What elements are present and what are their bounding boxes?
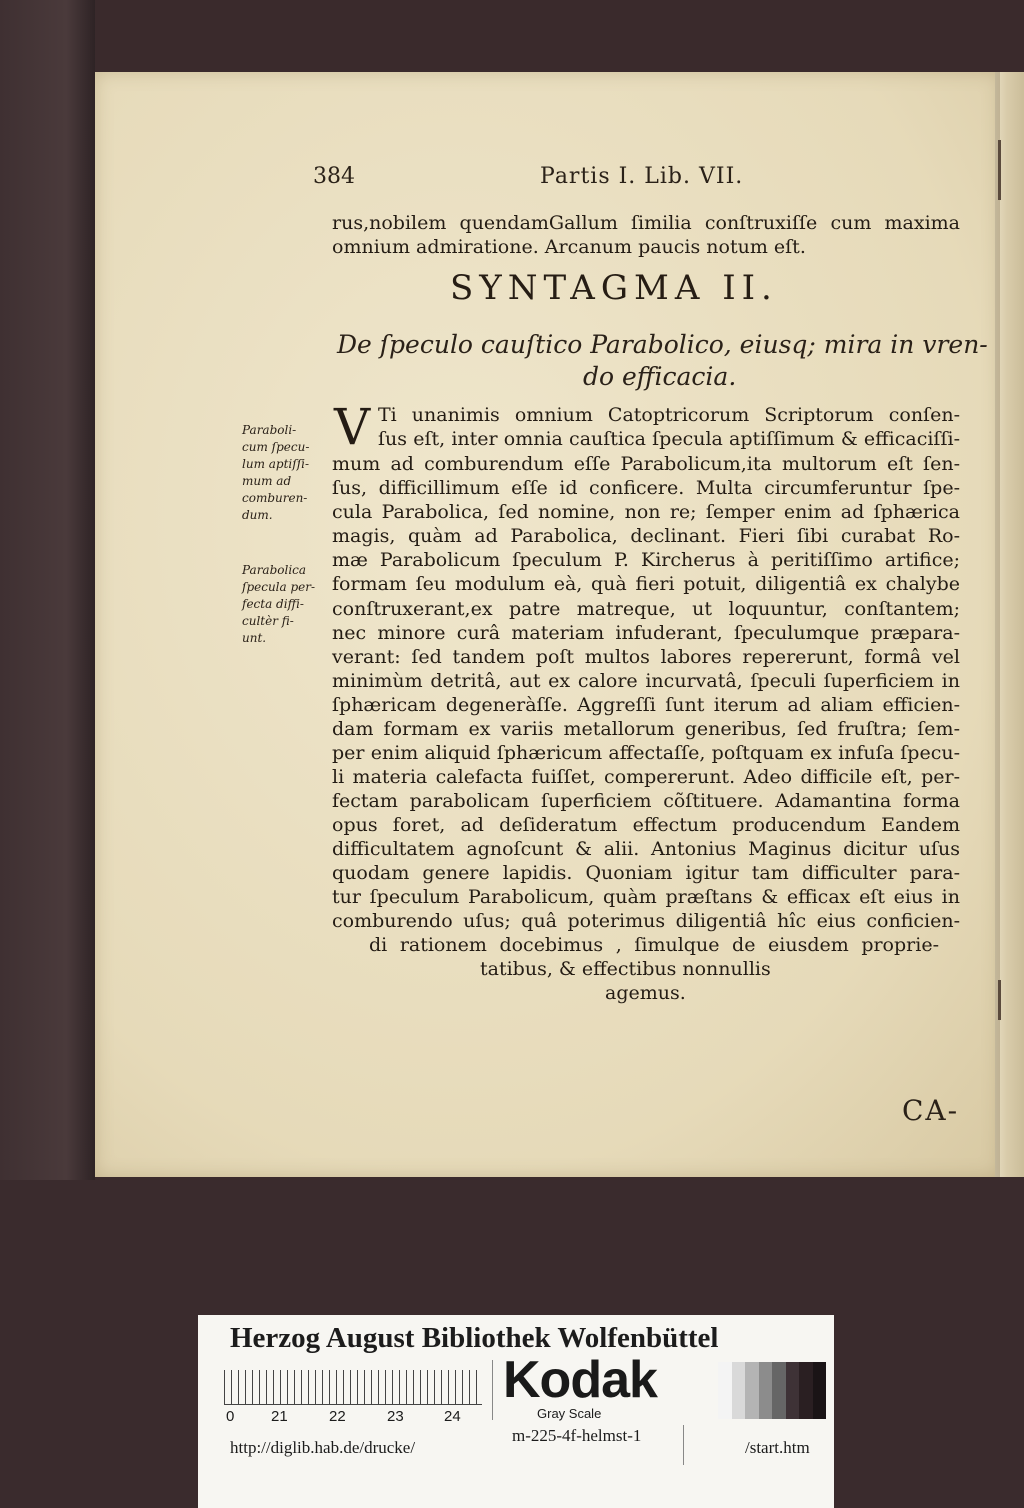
gray-patch <box>732 1362 746 1419</box>
running-head: Partis I. Lib. VII. <box>540 164 744 189</box>
label-divider <box>492 1360 493 1420</box>
text-line: ſphæricam degeneràſſe. Aggreſſi ſunt iterum ad aliam efficien- <box>332 694 960 716</box>
section-subheading: De ſpeculo cauſtico Parabolico, eiusq; mira in vren- <box>337 330 988 359</box>
gray-patch <box>799 1362 813 1419</box>
label-divider <box>683 1425 684 1465</box>
ruler-number: 0 <box>226 1408 235 1425</box>
section-subheading: do efficacia. <box>583 362 737 391</box>
gray-patch <box>813 1362 827 1419</box>
gray-patch <box>718 1362 732 1419</box>
text-line: opus foret, ad deſideratum effectum producendum Eandem <box>332 814 960 836</box>
text-line: di rationem docebimus , ſimulque de eiusdem proprie- <box>369 934 939 956</box>
text-line: li materia calefacta fuiſſet, compererunt. Adeo difficile eſt, per- <box>332 766 960 788</box>
text-line: mum ad comburendum eſſe Parabolicum,ita multorum eſt ſen- <box>332 453 960 475</box>
text-line: agemus. <box>605 982 686 1004</box>
text-line: fectam parabolicam ſuperficiem cõſtituere. Adamantina forma <box>332 790 960 812</box>
ruler-number: 21 <box>271 1408 288 1425</box>
text-line: per enim aliquid ſphæricum affectaſſe, poſtquam ex infuſa ſpecu- <box>332 742 960 764</box>
library-name: Herzog August Bibliothek Wolfenbüttel <box>230 1322 719 1354</box>
text-line: nec minore curâ materiam infuderant, ſpeculumque præpara- <box>332 622 960 644</box>
catchword: CA- <box>902 1094 960 1127</box>
text-line: cula Parabolica, ſed nomine, non re; ſemper enim ad ſphærica <box>332 501 960 523</box>
text-line: quodam genere lapidis. Quoniam igitur tam difficulter para- <box>332 862 960 884</box>
text-line: omnium admiratione. Arcanum paucis notum eſt. <box>332 236 806 258</box>
gray-patch <box>759 1362 773 1419</box>
gray-patch <box>786 1362 800 1419</box>
text-line: rus,nobilem quendamGallum ſimilia conſtruxiſſe cum maxima <box>332 212 960 234</box>
text-line: conſtruxerant,ex patre matreque, ut loquuntur, conſtantem; <box>332 598 960 620</box>
margin-note: Parabolica ſpecula per- fecta diffi- cultèr fi- unt. <box>242 563 316 645</box>
text-line: mæ Parabolicum ſpeculum P. Kircherus à peritiſſimo artifice; <box>332 549 960 571</box>
gray-patch <box>772 1362 786 1419</box>
text-line: tur ſpeculum Parabolicum, quàm præſtans & efficax eſt eius in <box>332 886 960 908</box>
text-line: difficultatem agnoſcunt & alii. Antonius Maginus dicitur uſus <box>332 838 960 860</box>
text-line: minimùm detritâ, aut ex calore incurvatâ, ſpeculi ſuperficiem in <box>332 670 960 692</box>
drop-cap: V <box>334 398 371 456</box>
ruler-number: 24 <box>444 1408 461 1425</box>
text-line: Ti unanimis omnium Catoptricorum Scriptorum conſen- <box>378 404 960 426</box>
fold-mark <box>998 980 1001 1020</box>
gray-scale-label: Gray Scale <box>537 1406 602 1421</box>
page-number: 384 <box>313 164 355 189</box>
margin-note: Paraboli- cum ſpecu- lum aptiſſi- mum ad comburen- dum. <box>242 423 310 522</box>
gray-patch <box>745 1362 759 1419</box>
text-line: verant: ſed tandem poſt multos labores repererunt, formâ vel <box>332 646 960 668</box>
text-line: comburendo uſus; quâ poterimus diligentiâ hîc eius conficien- <box>332 910 960 932</box>
text-line: formam ſeu modulum eà, quà fieri potuit, diligentiâ ex chalybe <box>332 573 960 595</box>
text-line: dam formam ex variis metallorum generibus, ſed fruſtra; ſem- <box>332 718 960 740</box>
gray-scale-strip <box>718 1362 826 1419</box>
ruler-baseline <box>224 1404 482 1405</box>
digital-library-url: http://diglib.hab.de/drucke/ <box>230 1438 416 1457</box>
ruler-scale <box>224 1370 482 1404</box>
ruler-number: 22 <box>329 1408 346 1425</box>
fold-mark <box>998 140 1001 200</box>
text-line: magis, quàm ad Parabolica, declinant. Fieri ſibi curabat Ro- <box>332 525 960 547</box>
ruler-number: 23 <box>387 1408 404 1425</box>
kodak-logo: Kodak <box>503 1351 657 1409</box>
text-line: ſus eſt, inter omnia cauſtica ſpecula aptiſſimum & efficaciſſi- <box>378 428 960 450</box>
text-line: tatibus, & effectibus nonnullis <box>480 958 771 980</box>
start-page-url: /start.htm <box>745 1438 810 1457</box>
text-line: ſus, difficillimum eſſe id conficere. Multa circumferuntur ſpe- <box>332 477 960 499</box>
shelfmark: m-225-4f-helmst-1 <box>512 1426 642 1445</box>
section-heading: SYNTAGMA II. <box>450 268 778 308</box>
